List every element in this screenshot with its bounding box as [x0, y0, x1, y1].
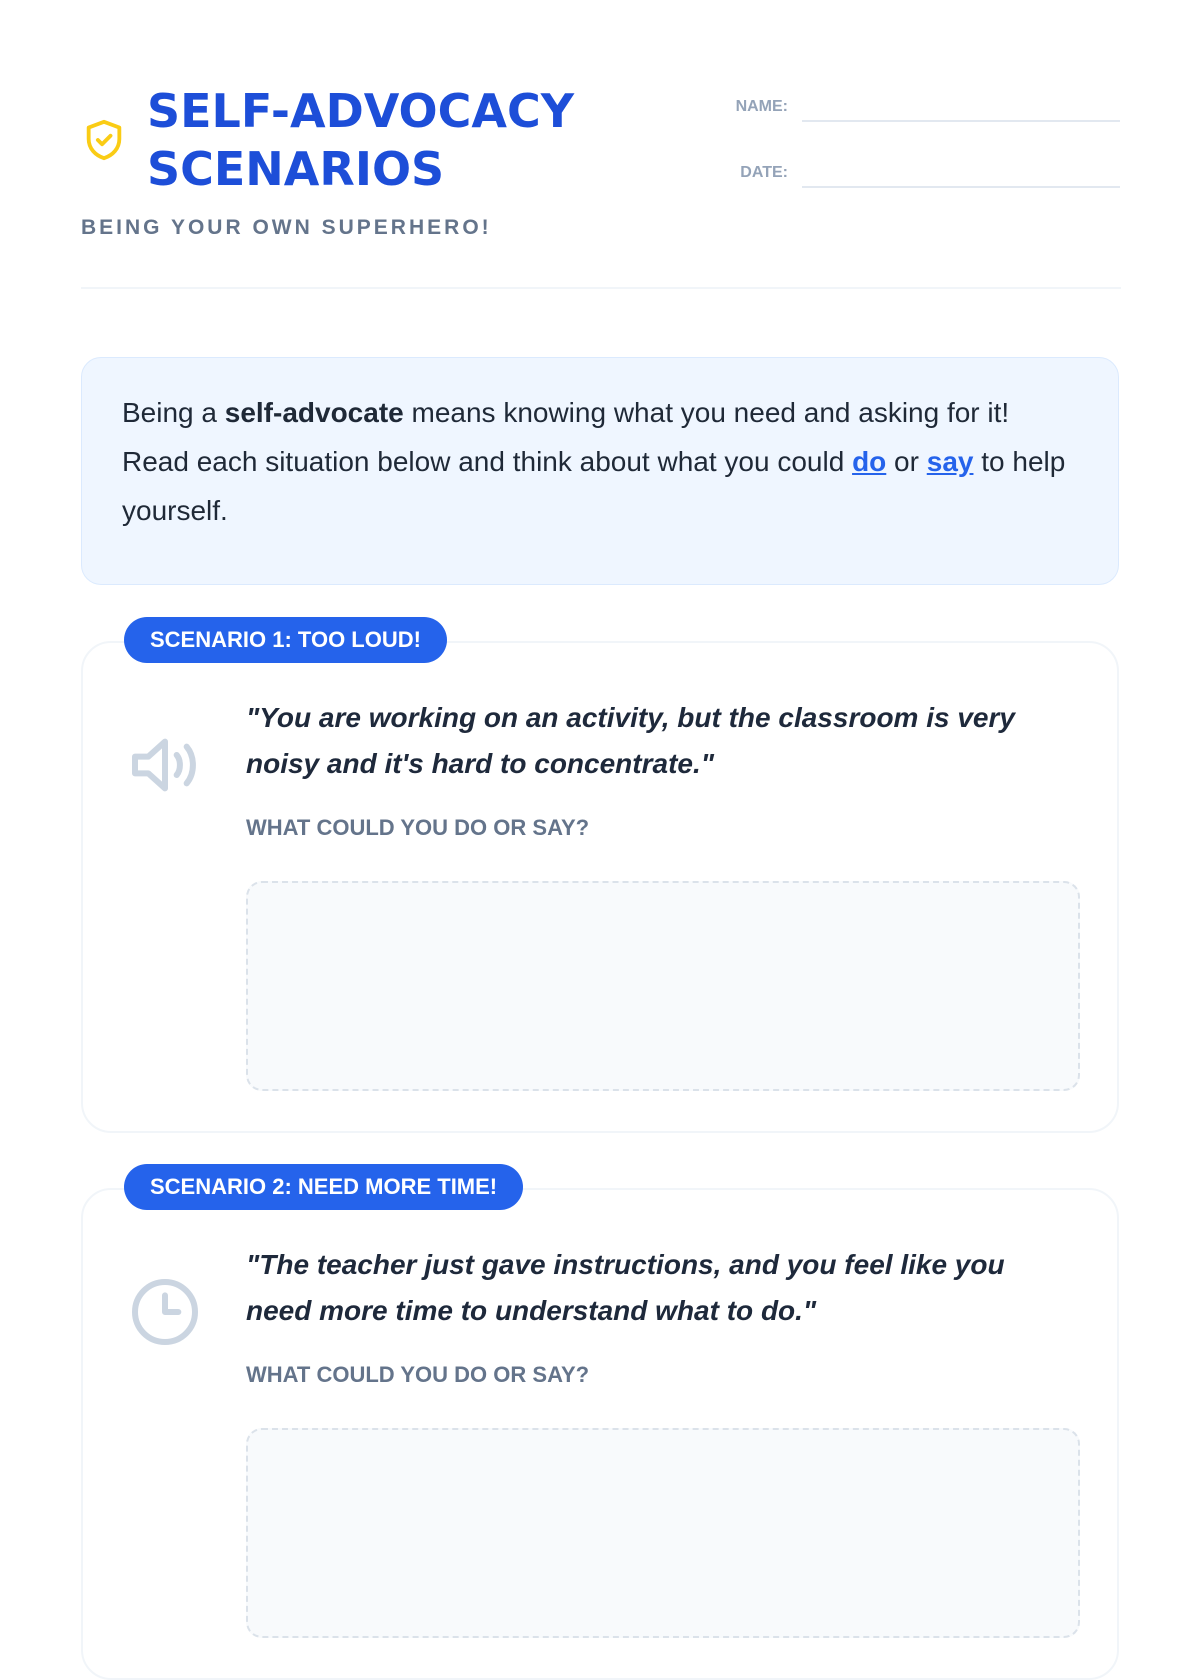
- page-subtitle: BEING YOUR OWN SUPERHERO!: [81, 216, 492, 239]
- page-title: [147, 82, 574, 198]
- intro-text-1: Being a: [122, 397, 225, 428]
- name-row: [710, 88, 1120, 122]
- scenario-card-2: [81, 1188, 1119, 1680]
- answer-prompt: WHAT COULD YOU DO OR SAY?: [246, 815, 590, 840]
- student-info: [710, 88, 1120, 188]
- speaker-volume-icon: [125, 725, 205, 805]
- shield-check-icon: [81, 117, 127, 163]
- scenario-badge-2: SCENARIO 2: NEED MORE TIME!: [124, 1164, 523, 1210]
- date-field[interactable]: [802, 160, 1120, 188]
- scenario-quote: "You are working on an activity, but the classroom is very noisy and it's hard to concentrate.": [246, 702, 1015, 779]
- intro-text-4: to help yourself.: [122, 446, 1066, 526]
- answer-box[interactable]: [246, 881, 1080, 1091]
- keyword-say: say: [926, 446, 974, 477]
- name-field[interactable]: [802, 94, 1120, 122]
- answer-box[interactable]: [246, 1428, 1080, 1638]
- title-line-2: SCENARIOS: [147, 142, 445, 196]
- intro-text-3: or: [886, 446, 927, 477]
- intro-text-2: means knowing what you need and asking for it! Read each situation below and think about what you could: [122, 397, 1010, 477]
- intro-box: [81, 357, 1119, 585]
- date-row: [710, 122, 1120, 188]
- keyword-do: do: [852, 446, 887, 477]
- scenario-card-1: [81, 641, 1119, 1133]
- header-divider: [81, 287, 1121, 289]
- title-line-1: SELF-ADVOCACY: [147, 84, 575, 138]
- scenario-quote: "The teacher just gave instructions, and you feel like you need more time to understand what to do.": [246, 1249, 1005, 1326]
- intro-bold: self-advocate: [224, 397, 404, 428]
- date-label: DATE:: [740, 164, 788, 181]
- clock-icon: [125, 1272, 205, 1352]
- name-label: NAME:: [735, 98, 788, 115]
- scenario-badge-1: SCENARIO 1: TOO LOUD!: [124, 617, 447, 663]
- answer-prompt: WHAT COULD YOU DO OR SAY?: [246, 1362, 590, 1387]
